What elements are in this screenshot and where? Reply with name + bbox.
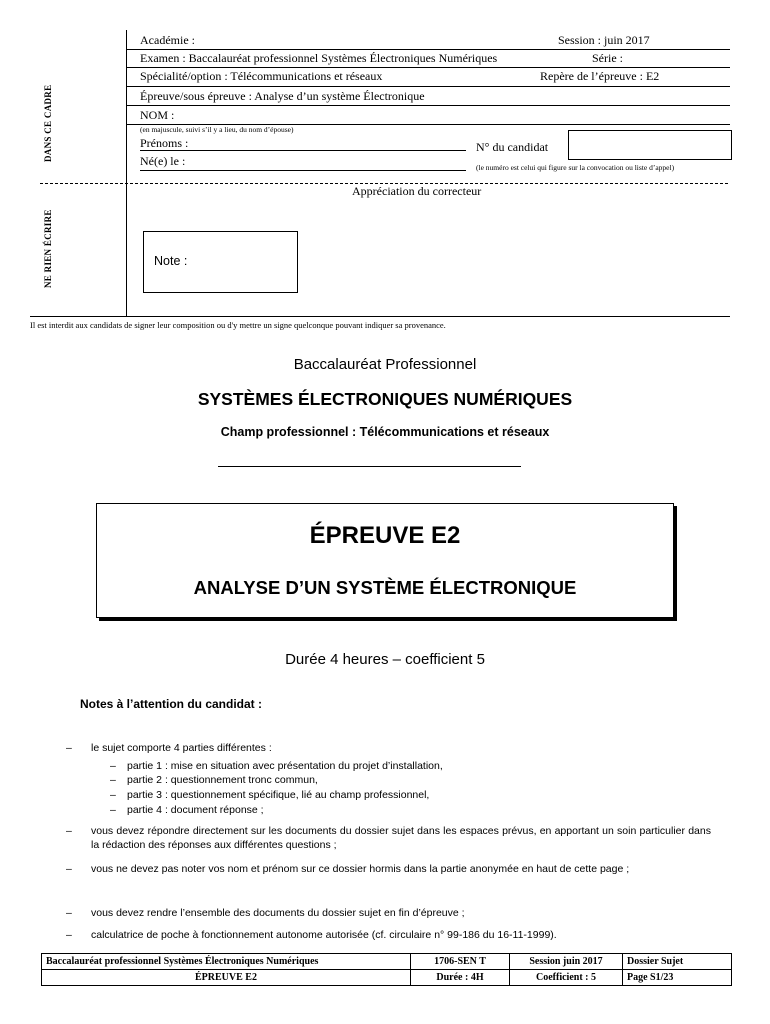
footer-coefficient: Coefficient : 5: [510, 970, 623, 986]
appreciation-label: Appréciation du correcteur: [352, 184, 482, 198]
footer-dossier: Dossier Sujet: [623, 954, 732, 970]
academie-label: Académie :: [140, 33, 195, 47]
note-text: calculatrice de poche à fonctionnement autonome autorisée (cf. circulaire n° 99-186 du 16-11-1999).: [91, 929, 557, 941]
bullet-dash: –: [66, 825, 72, 837]
side-label-dans-ce-cadre: DANS CE CADRE: [43, 84, 53, 162]
bullet-dash: –: [110, 789, 116, 801]
prenoms-label: Prénoms :: [140, 136, 189, 150]
part-item: partie 4 : document réponse ;: [127, 804, 264, 816]
ne-le-underline: [140, 170, 466, 171]
nom-hint: (en majuscule, suivi s’il y a lieu, du nom d’épouse): [140, 125, 294, 134]
footer-table: [41, 953, 732, 986]
duree-coefficient: Durée 4 heures – coefficient 5: [285, 651, 485, 668]
notes-heading: Notes à l’attention du candidat :: [80, 697, 263, 711]
specialite-label: Spécialité/option : Télécommunications et réseaux: [140, 69, 383, 83]
row-divider: [126, 67, 730, 68]
note-text: vous ne devez pas noter vos nom et prénom sur ce dossier hormis dans la partie anonymée en haut de cette page ;: [91, 863, 630, 875]
epreuve-title: ÉPREUVE E2: [309, 522, 461, 549]
champ-title: Champ professionnel : Télécommunications et réseaux: [220, 425, 550, 439]
footer-duree: Durée : 4H: [411, 970, 510, 986]
note-label: Note :: [154, 254, 188, 268]
bullet-dash: –: [66, 929, 72, 941]
note-box[interactable]: [143, 231, 298, 293]
bullet-dash: –: [110, 774, 116, 786]
row-divider: [126, 105, 730, 106]
nom-label: NOM :: [140, 108, 175, 122]
table-row: [42, 970, 732, 986]
serie-label: Série :: [592, 51, 623, 65]
bullet-dash: –: [66, 907, 72, 919]
footer-epreuve: ÉPREUVE E2: [42, 970, 411, 986]
note-text: vous devez rendre l’ensemble des documents du dossier sujet en fin d’épreuve ;: [91, 907, 465, 919]
title-separator: [218, 466, 521, 467]
ne-le-label: Né(e) le :: [140, 154, 186, 168]
side-label-ne-rien-ecrire: NE RIEN ÉCRIRE: [43, 209, 53, 288]
part-item: partie 1 : mise en situation avec présentation du projet d’installation,: [127, 760, 443, 772]
footer-session: Session juin 2017: [510, 954, 623, 970]
bullet-dash: –: [110, 760, 116, 772]
row-divider: [126, 49, 730, 50]
epreuve-box: [96, 503, 674, 618]
footer-page: Page S1/23: [623, 970, 732, 986]
repere-label: Repère de l’épreuve : E2: [540, 69, 660, 83]
note-text: le sujet comporte 4 parties différentes :: [91, 742, 272, 754]
part-item: partie 2 : questionnement tronc commun,: [127, 774, 318, 786]
examen-label: Examen : Baccalauréat professionnel Systèmes Électroniques Numériques: [140, 51, 498, 65]
epreuve-label: Épreuve/sous épreuve : Analyse d’un système Électronique: [140, 89, 425, 103]
form-bottom-line: [30, 316, 730, 317]
sen-title: SYSTÈMES ÉLECTRONIQUES NUMÉRIQUES: [197, 389, 573, 409]
epreuve-subtitle: ANALYSE D’UN SYSTÈME ÉLECTRONIQUE: [193, 577, 577, 598]
prenoms-underline: [140, 150, 466, 151]
interdit-notice: Il est interdit aux candidats de signer leur composition ou d'y mettre un signe quelconque pouvant indiquer sa provenance.: [30, 320, 446, 330]
candidat-hint: (le numéro est celui qui figure sur la convocation ou liste d’appel): [476, 163, 675, 172]
candidat-number-field[interactable]: [568, 130, 732, 160]
session-label: Session : juin 2017: [558, 33, 650, 47]
bullet-dash: –: [66, 742, 72, 754]
bullet-dash: –: [66, 863, 72, 875]
bac-pro-title: Baccalauréat Professionnel: [293, 356, 477, 373]
footer-exam-name: Baccalauréat professionnel Systèmes Électroniques Numériques: [42, 954, 411, 970]
part-item: partie 3 : questionnement spécifique, lié au champ professionnel,: [127, 789, 430, 801]
frame-vertical-line: [126, 30, 127, 316]
table-row: [42, 954, 732, 970]
bullet-dash: –: [110, 804, 116, 816]
footer-code: 1706-SEN T: [411, 954, 510, 970]
candidat-label: N° du candidat: [476, 140, 549, 154]
row-divider: [126, 86, 730, 87]
note-text: vous devez répondre directement sur les documents du dossier sujet dans les espaces prévus, en apportant un soin particulier dans la rédaction des réponses aux différentes questions ;: [91, 825, 711, 851]
